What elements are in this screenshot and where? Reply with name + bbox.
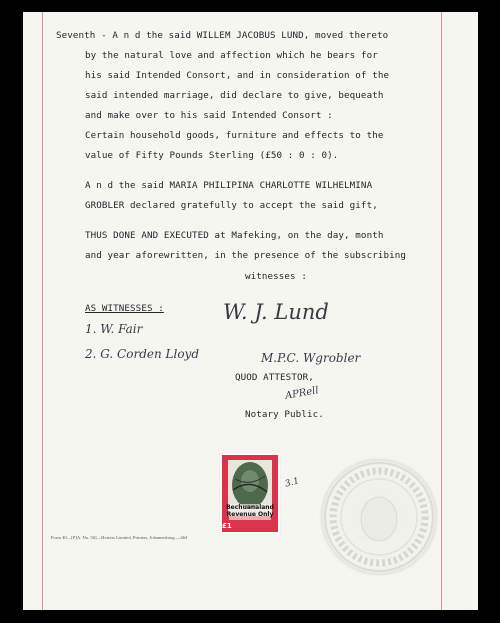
left-margin-line [42,12,43,610]
text-line-8: A n d the said MARIA PHILIPINA CHARLOTTE WILHELMINA [85,180,373,191]
stamp-cancel-mark: 3.1 [283,476,301,490]
text-line-6: Certain household goods, furniture and effects to the [85,130,384,141]
stamp-overprint [226,504,274,518]
document-page [23,12,478,610]
right-margin-line [441,12,442,610]
text-line-4: said intended marriage, did declare to give, bequeath [85,90,384,101]
stamp-value: £1 [222,522,232,530]
notary-public: Notary Public. [245,409,324,420]
grobler-signature: M.P.C. Wgrobler [261,351,361,365]
text-line-11: and year aforewritten, in the presence of the subscribing [85,250,406,261]
text-line-7: value of Fifty Pounds Sterling (£50 : 0 : 0). [85,150,339,161]
lund-signature: W. J. Lund [223,300,329,324]
stamp-overprint-line-2: Revenue Only [226,511,274,518]
revenue-stamp [219,452,281,535]
witness-1-signature: 1. W. Fair [85,322,143,336]
text-line-1: Seventh - A n d the said WILLEM JACOBUS LUND, moved thereto [56,30,389,41]
printer-footer: Form 40—[P]A. No. 56]—Horters Limited, Printers, Johannesburg.—464 [51,535,188,540]
witnesses-heading: AS WITNESSES : [85,303,164,314]
notary-initials: APRell [284,385,320,402]
embossed-seal [321,459,437,575]
seal-graphic [321,459,437,575]
witness-2-signature: 2. G. Corden Lloyd [85,347,200,361]
stamp-overprint-line-1: Bechuanaland [226,504,274,511]
text-line-12: witnesses : [245,271,307,282]
text-line-3: his said Intended Consort, and in consideration of the [85,70,390,81]
quod-attestor: QUOD ATTESTOR, [235,372,314,383]
text-line-9: GROBLER declared gratefully to accept the said gift, [85,200,378,211]
text-line-5: and make over to his said Intended Consort : [85,110,333,121]
text-line-10: THUS DONE AND EXECUTED at Mafeking, on the day, month [85,230,384,241]
text-line-2: by the natural love and affection which he bears for [85,50,378,61]
